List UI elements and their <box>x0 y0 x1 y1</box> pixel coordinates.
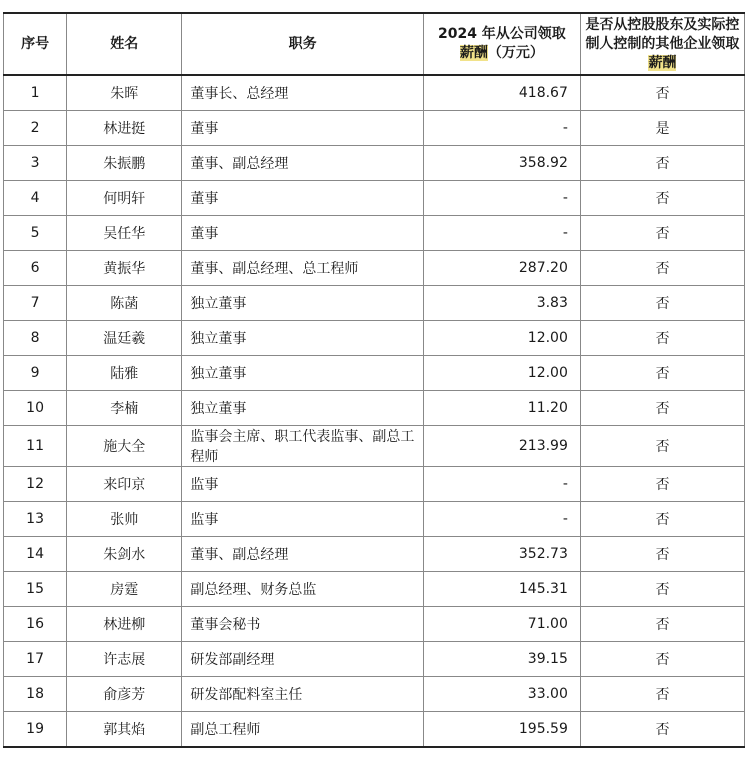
cell-position: 董事 <box>182 216 424 251</box>
cell-other: 否 <box>580 642 744 677</box>
header-row <box>4 13 745 75</box>
cell-pay: 358.92 <box>423 146 580 181</box>
cell-idx: 9 <box>4 356 67 391</box>
cell-idx: 5 <box>4 216 67 251</box>
cell-position: 董事、副总经理 <box>182 146 424 181</box>
cell-name: 朱振鹏 <box>67 146 182 181</box>
table-row <box>4 502 745 537</box>
cell-other: 否 <box>580 286 744 321</box>
cell-idx: 8 <box>4 321 67 356</box>
cell-position: 监事 <box>182 502 424 537</box>
cell-pay: 418.67 <box>423 75 580 111</box>
cell-idx: 11 <box>4 426 67 467</box>
cell-name: 朱晖 <box>67 75 182 111</box>
cell-pay: 11.20 <box>423 391 580 426</box>
cell-idx: 6 <box>4 251 67 286</box>
cell-other: 否 <box>580 75 744 111</box>
cell-name: 温廷羲 <box>67 321 182 356</box>
cell-pay: - <box>423 502 580 537</box>
cell-pay: - <box>423 181 580 216</box>
cell-pay: 39.15 <box>423 642 580 677</box>
table-row <box>4 426 745 467</box>
cell-name: 朱剑水 <box>67 537 182 572</box>
table-row <box>4 321 745 356</box>
cell-idx: 2 <box>4 111 67 146</box>
cell-position: 监事 <box>182 467 424 502</box>
header-pay-highlight: 薪酬 <box>459 45 488 61</box>
cell-other: 否 <box>580 467 744 502</box>
table-row <box>4 677 745 712</box>
header-other <box>580 13 744 75</box>
cell-position: 独立董事 <box>182 286 424 321</box>
cell-position: 独立董事 <box>182 356 424 391</box>
cell-name: 陆雅 <box>67 356 182 391</box>
table-row <box>4 216 745 251</box>
cell-pay: 33.00 <box>423 677 580 712</box>
table-row <box>4 712 745 748</box>
cell-position: 董事、副总经理 <box>182 537 424 572</box>
cell-name: 吴任华 <box>67 216 182 251</box>
cell-idx: 10 <box>4 391 67 426</box>
cell-idx: 19 <box>4 712 67 748</box>
cell-name: 张帅 <box>67 502 182 537</box>
table-row <box>4 642 745 677</box>
cell-position: 研发部副经理 <box>182 642 424 677</box>
header-other-highlight: 薪酬 <box>648 54 677 71</box>
table-row <box>4 467 745 502</box>
cell-other: 是 <box>580 111 744 146</box>
cell-position: 副总经理、财务总监 <box>182 572 424 607</box>
table-row <box>4 537 745 572</box>
cell-position: 副总工程师 <box>182 712 424 748</box>
cell-other: 否 <box>580 356 744 391</box>
cell-name: 俞彦芳 <box>67 677 182 712</box>
table-header <box>4 13 745 75</box>
cell-pay: - <box>423 216 580 251</box>
cell-idx: 12 <box>4 467 67 502</box>
cell-other: 否 <box>580 321 744 356</box>
cell-other: 否 <box>580 391 744 426</box>
cell-idx: 18 <box>4 677 67 712</box>
header-pay <box>423 13 580 75</box>
header-position: 职务 <box>182 13 424 75</box>
cell-other: 否 <box>580 216 744 251</box>
compensation-table <box>3 12 745 748</box>
table-row <box>4 572 745 607</box>
cell-name: 陈菡 <box>67 286 182 321</box>
cell-pay: - <box>423 111 580 146</box>
cell-pay: 195.59 <box>423 712 580 748</box>
cell-position: 董事 <box>182 111 424 146</box>
cell-position: 独立董事 <box>182 391 424 426</box>
cell-pay: 352.73 <box>423 537 580 572</box>
table-row <box>4 181 745 216</box>
cell-other: 否 <box>580 502 744 537</box>
cell-pay: 12.00 <box>423 321 580 356</box>
cell-idx: 16 <box>4 607 67 642</box>
cell-other: 否 <box>580 677 744 712</box>
header-pay-prefix: 2024 年从公司领取 <box>437 26 566 42</box>
cell-other: 否 <box>580 537 744 572</box>
cell-position: 研发部配料室主任 <box>182 677 424 712</box>
cell-position: 董事、副总经理、总工程师 <box>182 251 424 286</box>
header-name: 姓名 <box>67 13 182 75</box>
cell-pay: - <box>423 467 580 502</box>
cell-name: 房霆 <box>67 572 182 607</box>
cell-name: 李楠 <box>67 391 182 426</box>
table-row <box>4 146 745 181</box>
table-row <box>4 391 745 426</box>
cell-other: 否 <box>580 572 744 607</box>
cell-pay: 213.99 <box>423 426 580 467</box>
cell-idx: 14 <box>4 537 67 572</box>
cell-idx: 7 <box>4 286 67 321</box>
cell-pay: 71.00 <box>423 607 580 642</box>
cell-other: 否 <box>580 181 744 216</box>
cell-idx: 17 <box>4 642 67 677</box>
table-body <box>4 75 745 747</box>
cell-name: 黄振华 <box>67 251 182 286</box>
cell-name: 何明轩 <box>67 181 182 216</box>
cell-other: 否 <box>580 146 744 181</box>
compensation-table-wrapper <box>3 12 745 748</box>
cell-idx: 13 <box>4 502 67 537</box>
cell-idx: 1 <box>4 75 67 111</box>
cell-idx: 15 <box>4 572 67 607</box>
cell-name: 林进柳 <box>67 607 182 642</box>
table-row <box>4 251 745 286</box>
cell-position: 监事会主席、职工代表监事、副总工程师 <box>182 426 424 467</box>
cell-name: 林进挺 <box>67 111 182 146</box>
cell-name: 施大全 <box>67 426 182 467</box>
cell-other: 否 <box>580 426 744 467</box>
cell-name: 许志展 <box>67 642 182 677</box>
cell-pay: 287.20 <box>423 251 580 286</box>
cell-pay: 12.00 <box>423 356 580 391</box>
table-row <box>4 356 745 391</box>
cell-pay: 145.31 <box>423 572 580 607</box>
cell-pay: 3.83 <box>423 286 580 321</box>
cell-position: 董事 <box>182 181 424 216</box>
table-row <box>4 75 745 111</box>
table-row <box>4 607 745 642</box>
cell-name: 来印京 <box>67 467 182 502</box>
cell-other: 否 <box>580 607 744 642</box>
cell-other: 否 <box>580 712 744 748</box>
table-row <box>4 111 745 146</box>
header-pay-suffix: （万元） <box>487 45 544 61</box>
cell-name: 郭其焰 <box>67 712 182 748</box>
header-other-prefix: 是否从控股股东及实际控制人控制的其他企业领取 <box>585 16 740 52</box>
cell-position: 董事会秘书 <box>182 607 424 642</box>
table-row <box>4 286 745 321</box>
cell-idx: 3 <box>4 146 67 181</box>
cell-position: 独立董事 <box>182 321 424 356</box>
cell-idx: 4 <box>4 181 67 216</box>
cell-other: 否 <box>580 251 744 286</box>
header-idx: 序号 <box>4 13 67 75</box>
cell-position: 董事长、总经理 <box>182 75 424 111</box>
